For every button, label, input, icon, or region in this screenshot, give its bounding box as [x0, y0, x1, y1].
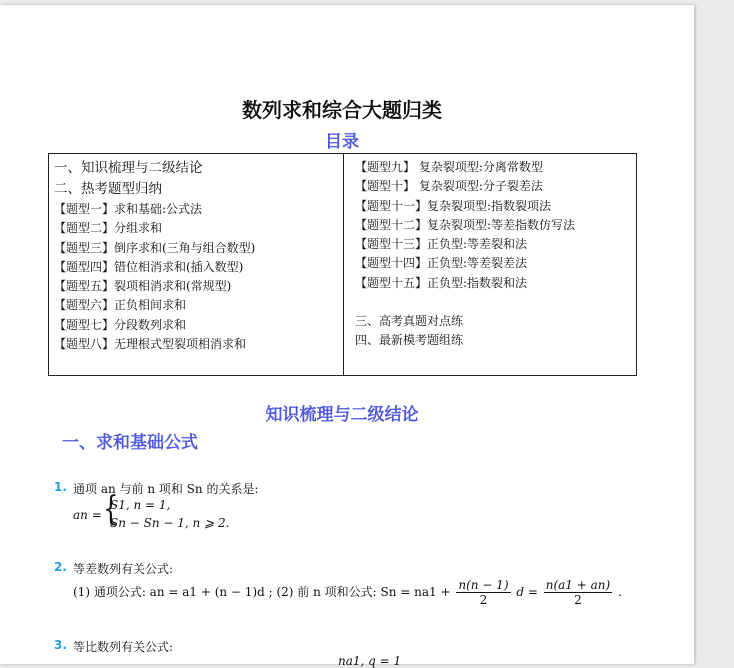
toc-entry[interactable]: 三、高考真题对点练: [355, 314, 464, 329]
toc-entry[interactable]: 【题型七】分段数列求和: [54, 317, 187, 332]
toc-entry[interactable]: 【题型一】求和基础:公式法: [54, 202, 203, 216]
toc-entry[interactable]: 【题型三】倒序求和(三角与组合数型): [54, 240, 256, 255]
item-number: 2.: [54, 560, 67, 574]
toc-entry[interactable]: 【题型十三】正负型:等差裂和法: [355, 237, 528, 252]
formula-case: Sn − Sn − 1, n ⩾ 2.: [110, 516, 230, 530]
fraction-numerator: n(a1 + an): [545, 578, 611, 592]
item-number: 1.: [54, 480, 67, 494]
toc-entry[interactable]: 【题型六】正负相间求和: [54, 298, 187, 313]
toc-entry[interactable]: 【题型八】无理根式型裂项相消求和: [54, 337, 247, 352]
toc-table: [48, 153, 637, 376]
toc-entry[interactable]: 【题型十五】正负型:指数裂和法: [355, 275, 528, 290]
fraction: [544, 578, 612, 607]
toc-entry[interactable]: 【题型四】错位相消求和(插入数型): [54, 259, 244, 274]
toc-entry[interactable]: 【题型十一】复杂裂项型:指数裂项法: [355, 198, 552, 213]
formula-case: S1, n = 1,: [110, 498, 171, 512]
fraction-denominator: 2: [479, 593, 488, 607]
item-number: 3.: [54, 638, 67, 652]
toc-entry[interactable]: 【题型二】分组求和: [54, 221, 163, 236]
brace-glyph: {: [103, 489, 119, 529]
section-heading: 知识梳理与二级结论: [265, 405, 419, 425]
formula-part: (1) 通项公式: an = a1 + (n − 1)d ; (2) 前 n 项和公式: Sn = na1 +: [73, 585, 451, 599]
fraction: [456, 578, 510, 607]
toc-spacer: [355, 293, 575, 312]
sub-heading: 一、求和基础公式: [62, 433, 198, 453]
formula-part: d =: [516, 585, 538, 599]
toc-left-column: [54, 158, 255, 354]
formula-part: .: [618, 585, 622, 599]
toc-heading: 目录: [325, 132, 359, 152]
fraction-numerator: n(n − 1): [458, 578, 509, 592]
toc-entry[interactable]: 【题型十四】正负型:等差裂差法: [355, 256, 528, 271]
toc-entry[interactable]: 四、最新模考题组练: [355, 333, 464, 348]
toc-entry[interactable]: 【题型十二】复杂裂项型:等差指数仿写法: [355, 217, 576, 232]
toc-divider: [343, 154, 344, 375]
formula-lhs: an =: [73, 508, 102, 522]
item-text: 通项 an 与前 n 项和 Sn 的关系是:: [73, 482, 259, 496]
toc-entry[interactable]: 【题型十】 复杂裂项型:分子裂差法: [355, 179, 543, 194]
fraction-denominator: 2: [574, 593, 582, 607]
toc-entry[interactable]: 一、知识梳理与二级结论: [54, 160, 203, 176]
toc-right-column: [355, 158, 575, 351]
formula-line: [73, 578, 622, 607]
toc-entry[interactable]: 二、热考题型归纳: [54, 181, 162, 197]
formula-case: na1, q = 1: [338, 654, 402, 668]
toc-entry[interactable]: 【题型九】 复杂裂项型:分离常数型: [355, 160, 543, 174]
item-text: 等比数列有关公式:: [73, 640, 174, 654]
item-text: 等差数列有关公式:: [73, 562, 174, 576]
toc-entry[interactable]: 【题型五】裂项相消求和(常规型): [54, 279, 232, 294]
document-title: 数列求和综合大题归类: [242, 98, 442, 122]
